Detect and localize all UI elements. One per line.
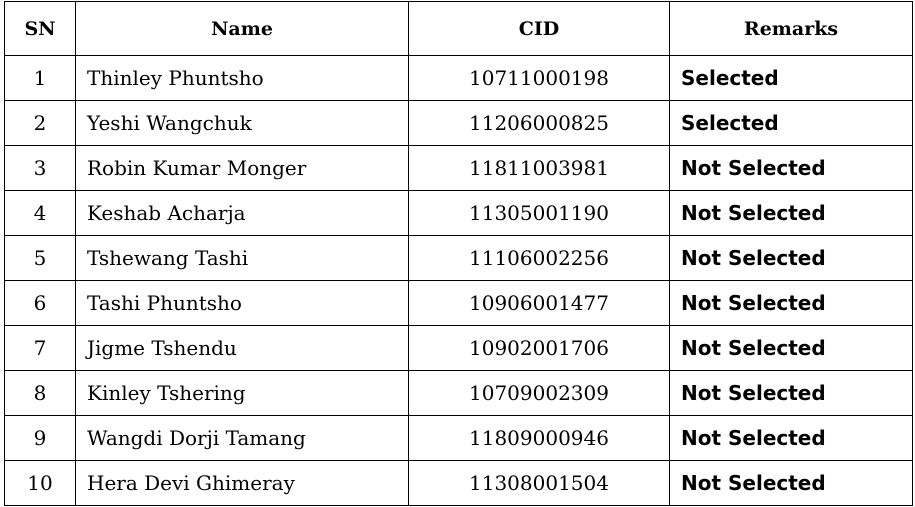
cell-name: Hera Devi Ghimeray [76,461,409,506]
header-row [5,2,913,56]
table-row [5,101,913,146]
cell-sn: 8 [5,371,76,416]
cell-name: Wangdi Dorji Tamang [76,416,409,461]
cell-name: Kinley Tshering [76,371,409,416]
cell-name: Yeshi Wangchuk [76,101,409,146]
table-header [5,2,913,56]
cell-name: Keshab Acharja [76,191,409,236]
cell-cid: 10711000198 [409,56,670,101]
table-row [5,461,913,506]
cell-cid: 11809000946 [409,416,670,461]
cell-remarks: Selected [670,101,913,146]
cell-sn: 5 [5,236,76,281]
cell-sn: 3 [5,146,76,191]
table-row [5,236,913,281]
header-remarks: Remarks [670,2,913,56]
cell-remarks: Not Selected [670,416,913,461]
cell-sn: 1 [5,56,76,101]
cell-remarks: Not Selected [670,281,913,326]
cell-cid: 10709002309 [409,371,670,416]
cell-sn: 4 [5,191,76,236]
cell-name: Tashi Phuntsho [76,281,409,326]
cell-cid: 11206000825 [409,101,670,146]
cell-remarks: Not Selected [670,326,913,371]
cell-cid: 10902001706 [409,326,670,371]
table-body [5,56,913,506]
cell-remarks: Not Selected [670,461,913,506]
cell-name: Jigme Tshendu [76,326,409,371]
cell-sn: 2 [5,101,76,146]
table-row [5,56,913,101]
cell-remarks: Selected [670,56,913,101]
cell-cid: 11106002256 [409,236,670,281]
cell-sn: 7 [5,326,76,371]
header-cid: CID [409,2,670,56]
table-row [5,416,913,461]
cell-sn: 9 [5,416,76,461]
table-row [5,326,913,371]
table-row [5,281,913,326]
cell-name: Tshewang Tashi [76,236,409,281]
cell-sn: 10 [5,461,76,506]
cell-remarks: Not Selected [670,371,913,416]
cell-name: Robin Kumar Monger [76,146,409,191]
cell-cid: 10906001477 [409,281,670,326]
table-row [5,146,913,191]
table-row [5,371,913,416]
cell-cid: 11811003981 [409,146,670,191]
cell-cid: 11308001504 [409,461,670,506]
cell-remarks: Not Selected [670,236,913,281]
cell-name: Thinley Phuntsho [76,56,409,101]
cell-sn: 6 [5,281,76,326]
cell-cid: 11305001190 [409,191,670,236]
cell-remarks: Not Selected [670,146,913,191]
header-name: Name [76,2,409,56]
header-sn: SN [5,2,76,56]
results-table [4,1,913,506]
cell-remarks: Not Selected [670,191,913,236]
table-row [5,191,913,236]
